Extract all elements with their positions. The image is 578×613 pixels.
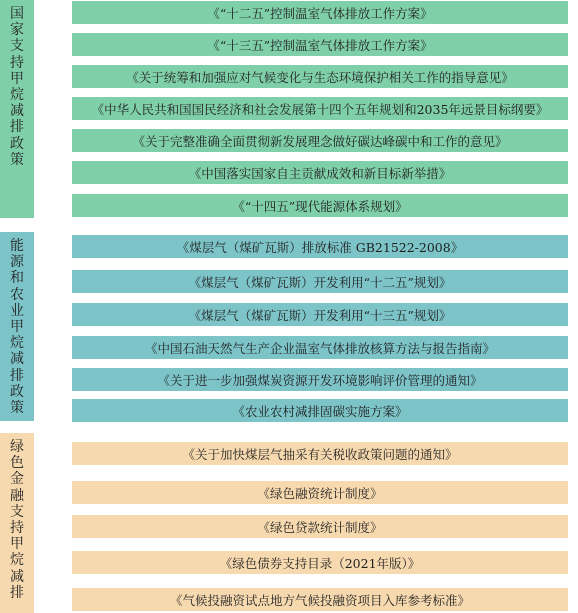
policy-item: 《关于进一步加强煤炭资源开发环境影响评价管理的通知》 bbox=[72, 368, 568, 391]
category-char: 减 bbox=[10, 103, 24, 120]
category-char: 策 bbox=[10, 400, 24, 417]
policy-item: 《绿色债券支持目录（2021年版）》 bbox=[72, 551, 568, 574]
policy-item: 《关于加快煤层气抽采有关税收政策问题的通知》 bbox=[72, 442, 568, 465]
policy-item: 《煤层气（煤矿瓦斯）开发利用“十三五”规划》 bbox=[72, 303, 568, 326]
policy-item: 《中国落实国家自主贡献成效和新目标新举措》 bbox=[72, 161, 568, 184]
category-char: 策 bbox=[10, 151, 24, 168]
policy-item: 《绿色融资统计制度》 bbox=[72, 481, 568, 504]
policy-item: 《“十二五”控制温室气体排放工作方案》 bbox=[72, 1, 568, 24]
category-char: 金 bbox=[10, 471, 24, 488]
category-char: 绿 bbox=[10, 439, 24, 455]
category-char: 融 bbox=[10, 487, 24, 504]
category-char: 能 bbox=[10, 238, 24, 254]
policy-item: 《煤层气（煤矿瓦斯）排放标准 GB21522-2008》 bbox=[72, 235, 568, 258]
category-char: 政 bbox=[10, 383, 24, 400]
category-char: 持 bbox=[10, 520, 24, 537]
category-char: 业 bbox=[10, 302, 24, 319]
category-char: 甲 bbox=[10, 536, 24, 553]
category-char: 源 bbox=[10, 254, 24, 271]
category-char: 甲 bbox=[10, 319, 24, 336]
category-char: 政 bbox=[10, 135, 24, 152]
category-char: 烷 bbox=[10, 87, 24, 104]
category-char: 持 bbox=[10, 54, 24, 71]
policy-item: 《中国石油天然气生产企业温室气体排放核算方法与报告指南》 bbox=[72, 336, 568, 359]
category-char: 支 bbox=[10, 38, 24, 55]
category-char: 支 bbox=[10, 503, 24, 520]
category-char: 排 bbox=[10, 584, 24, 601]
category-char: 烷 bbox=[10, 552, 24, 569]
policy-item: 《煤层气（煤矿瓦斯）开发利用“十二五”规划》 bbox=[72, 270, 568, 293]
category-energy-agriculture bbox=[0, 232, 34, 421]
category-char: 农 bbox=[10, 286, 24, 303]
category-char: 烷 bbox=[10, 335, 24, 352]
policy-item: 《“十四五”现代能源体系规划》 bbox=[72, 194, 568, 217]
category-char: 排 bbox=[10, 119, 24, 136]
policy-item: 《“十三五”控制温室气体排放工作方案》 bbox=[72, 33, 568, 56]
category-char: 和 bbox=[10, 270, 24, 287]
policy-item: 《关于完整准确全面贯彻新发展理念做好碳达峰碳中和工作的意见》 bbox=[72, 129, 568, 152]
category-char: 家 bbox=[10, 22, 24, 39]
category-national-policy bbox=[0, 0, 34, 218]
category-char: 减 bbox=[10, 568, 24, 585]
policy-item: 《绿色贷款统计制度》 bbox=[72, 515, 568, 538]
policy-item: 《中华人民共和国国民经济和社会发展第十四个五年规划和2035年远景目标纲要》 bbox=[72, 97, 568, 120]
policy-item: 《关于统筹和加强应对气候变化与生态环境保护相关工作的指导意见》 bbox=[72, 65, 568, 88]
policy-item: 《农业农村减排固碳实施方案》 bbox=[72, 399, 568, 422]
category-char: 色 bbox=[10, 455, 24, 472]
policy-item: 《气候投融资试点地方气候投融资项目入库参考标准》 bbox=[72, 588, 568, 611]
category-char: 减 bbox=[10, 351, 24, 368]
category-char: 国 bbox=[10, 6, 24, 22]
category-char: 甲 bbox=[10, 70, 24, 87]
category-green-finance bbox=[0, 433, 34, 613]
category-char: 排 bbox=[10, 367, 24, 384]
